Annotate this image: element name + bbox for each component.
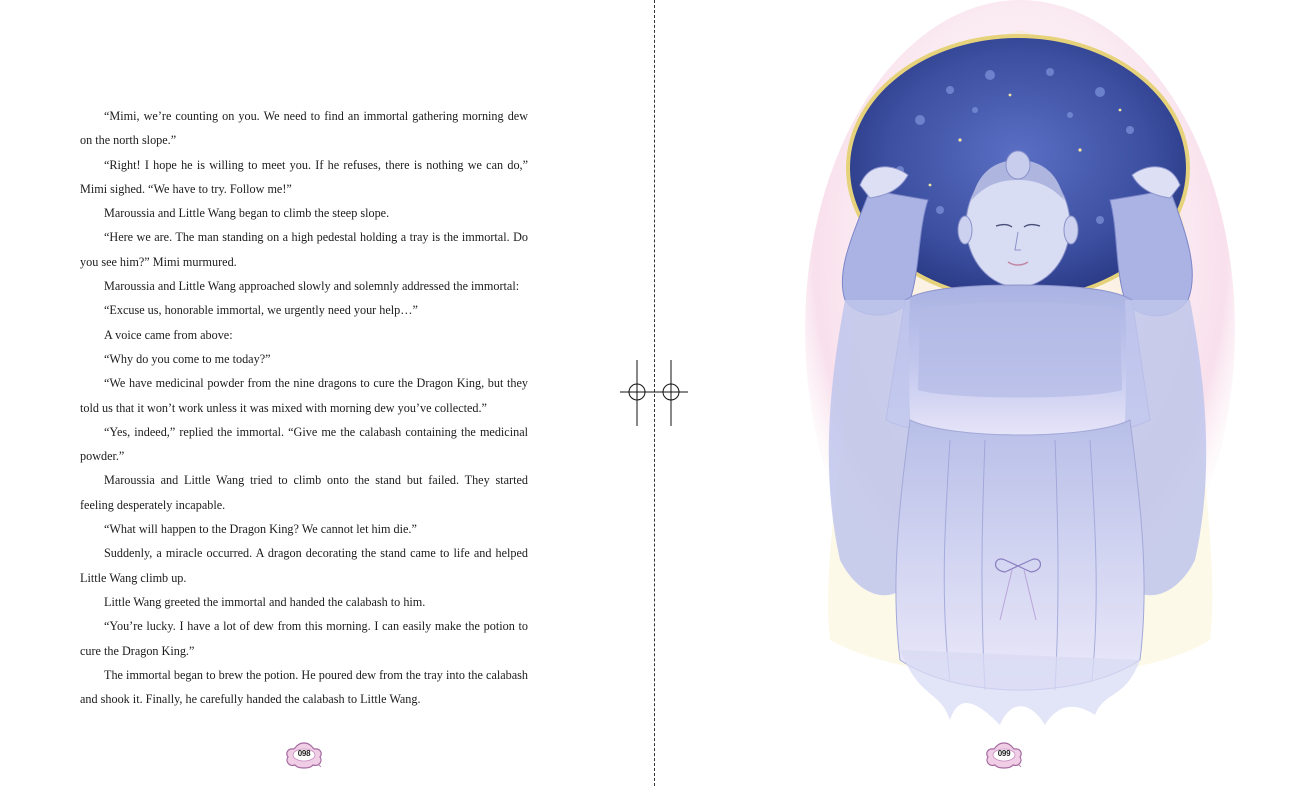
paragraph-7: A voice came from above:	[104, 327, 233, 342]
page-number-right	[984, 740, 1024, 770]
paragraph-3: Maroussia and Little Wang began to climb the steep slope.	[104, 206, 390, 221]
paragraph-4: “Here we are. The man standing on a high pedestal holding a tray is the immortal. Do you see him?” Mimi murmured.	[80, 230, 528, 269]
paragraph-5: Maroussia and Little Wang approached slowly and solemnly addressed the immortal:	[104, 279, 520, 294]
paragraph-11: Maroussia and Little Wang tried to climb onto the stand but failed. They started feeling desperately incapable.	[80, 473, 528, 512]
paragraph-1: “Mimi, we’re counting on you. We need to find an immortal gathering morning dew on the north slope.”	[80, 109, 528, 148]
paragraph-9: “We have medicinal powder from the nine dragons to cure the Dragon King, but they told us that it won’t work unless it was mixed with morning dew you’ve collected.”	[80, 376, 528, 415]
page-number-left	[284, 740, 324, 770]
paragraph-14: Little Wang greeted the immortal and handed the calabash to him.	[104, 594, 426, 609]
paragraph-16: The immortal began to brew the potion. He poured dew from the tray into the calabash and shook it. Finally, he carefully handed the calabash to Little Wang.	[80, 667, 528, 707]
paragraph-10: “Yes, indeed,” replied the immortal. “Give me the calabash containing the medicinal powder.”	[80, 424, 528, 464]
page-number-text: 098	[297, 749, 311, 758]
immortal-illustration	[800, 0, 1250, 730]
paragraph-6: “Excuse us, honorable immortal, we urgently need your help…”	[104, 303, 418, 318]
story-text	[80, 104, 528, 711]
paragraph-12: “What will happen to the Dragon King? We cannot let him die.”	[104, 522, 417, 537]
paragraph-13: Suddenly, a miracle occurred. A dragon decorating the stand came to life and helped Little Wang climb up.	[80, 546, 528, 585]
registration-mark-icon	[620, 358, 690, 428]
paragraph-2: “Right! I hope he is willing to meet you. If he refuses, there is nothing we can do,” Mimi sighed. “We have to try. Follow me!”	[80, 157, 528, 196]
page-number-text: 099	[997, 749, 1011, 758]
paragraph-8: “Why do you come to me today?”	[104, 351, 271, 366]
paragraph-15: “You’re lucky. I have a lot of dew from this morning. I can easily make the potion to cure the Dragon King.”	[80, 619, 528, 658]
